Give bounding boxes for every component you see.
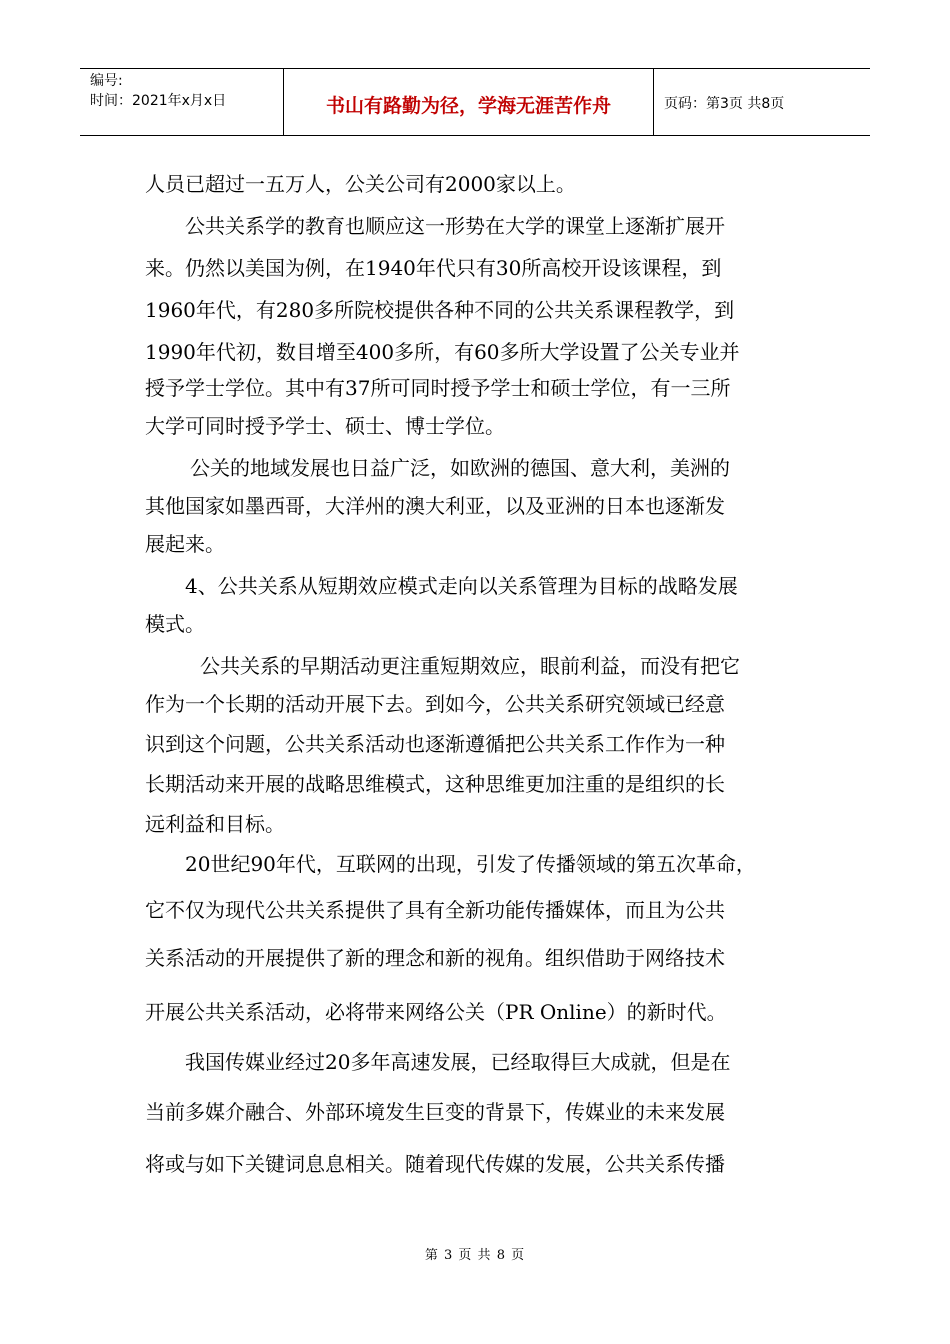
text-line: 大学可同时授予学士、硕士、博士学位。	[145, 414, 505, 438]
text-line: 4、公共关系从短期效应模式走向以关系管理为目标的战略发展	[185, 574, 738, 598]
text-line: 识到这个问题，公共关系活动也逐渐遵循把公共关系工作作为一种	[145, 732, 725, 756]
text-line: 公共关系学的教育也顺应这一形势在大学的课堂上逐渐扩展开	[185, 214, 725, 238]
text-line: 来。仍然以美国为例，在1940年代只有30所高校开设该课程，到	[145, 256, 722, 280]
text-line: 将或与如下关键词息息相关。随着现代传媒的发展，公共关系传播	[145, 1152, 725, 1176]
page-footer: 第 3 页 共 8 页	[424, 1248, 526, 1263]
header-motto: 书山有路勤为径，学海无涯苦作舟	[325, 95, 611, 117]
text-line: 1960年代，有280多所院校提供各种不同的公共关系课程教学，到	[145, 298, 735, 322]
text-line: 作为一个长期的活动开展下去。到如今，公共关系研究领域已经意	[145, 692, 725, 716]
text-line: 我国传媒业经过20多年高速发展，已经取得巨大成就，但是在	[185, 1050, 731, 1074]
text-line: 远利益和目标。	[145, 812, 285, 836]
text-line: 模式。	[145, 612, 205, 636]
text-line: 关系活动的开展提供了新的理念和新的视角。组织借助于网络技术	[145, 946, 725, 970]
text-line: 公共关系的早期活动更注重短期效应，眼前利益，而没有把它	[200, 654, 740, 678]
text-line: 20世纪90年代，互联网的出现，引发了传播领域的第五次革命，	[185, 852, 756, 876]
text-line: 它不仅为现代公共关系提供了具有全新功能传播媒体，而且为公共	[145, 898, 725, 922]
text-line: 授予学士学位。其中有37所可同时授予学士和硕士学位，有一三所	[145, 376, 731, 400]
text-line: 人员已超过一五万人，公关公司有2000家以上。	[145, 172, 576, 196]
text-line: 其他国家如墨西哥，大洋州的澳大利亚，以及亚洲的日本也逐渐发	[145, 494, 725, 518]
text-line: 当前多媒介融合、外部环境发生巨变的背景下，传媒业的未来发展	[145, 1100, 725, 1124]
text-line: 公关的地域发展也日益广泛，如欧洲的德国、意大利，美洲的	[190, 456, 730, 480]
header-page-info: 页码：第3页 共8页	[664, 96, 785, 112]
text-line: 长期活动来开展的战略思维模式，这种思维更加注重的是组织的长	[145, 772, 725, 796]
document-number-label: 编号:	[90, 73, 123, 89]
text-line: 开展公共关系活动，必将带来网络公关（PR Online）的新时代。	[145, 1000, 727, 1024]
document-time-label: 时间：2021年x月x日	[90, 93, 227, 109]
text-line: 展起来。	[145, 532, 225, 556]
text-line: 1990年代初，数目增至400多所，有60多所大学设置了公关专业并	[145, 340, 740, 364]
